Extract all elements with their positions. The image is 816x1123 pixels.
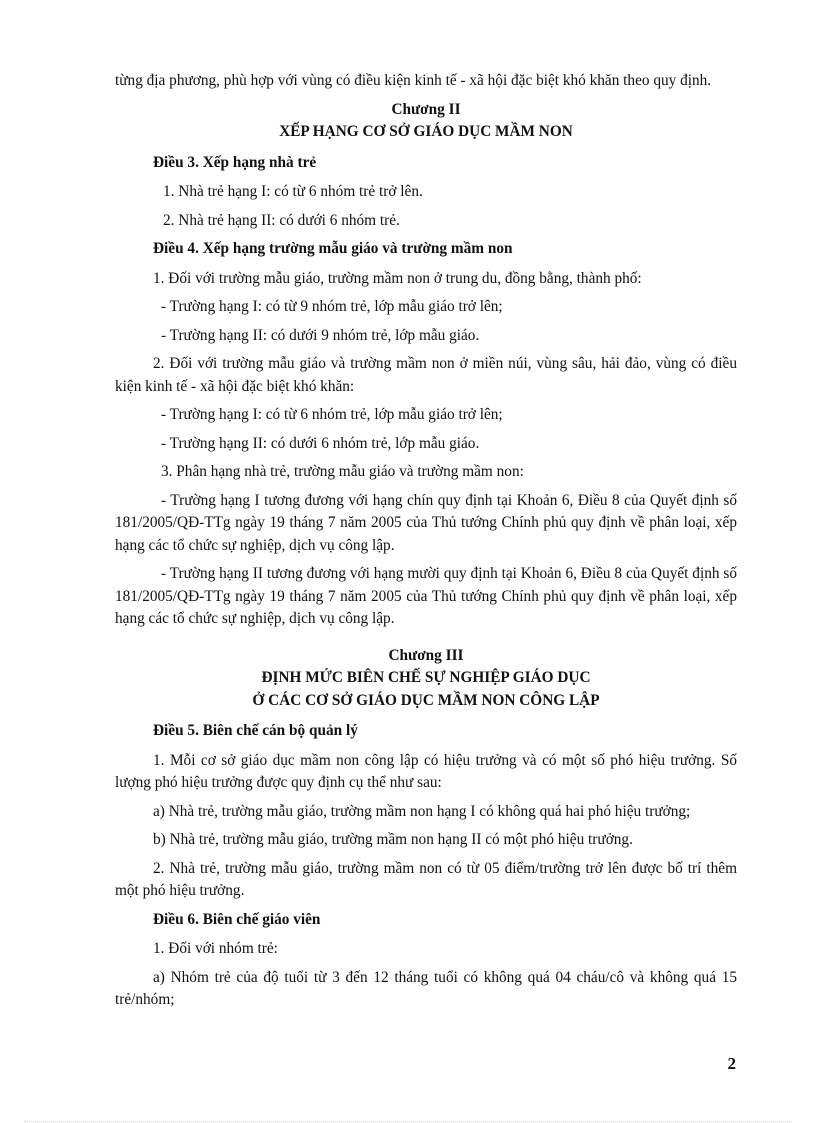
article-3-item-2: 2. Nhà trẻ hạng II: có dưới 6 nhóm trẻ. <box>163 211 400 229</box>
intro-paragraph: từng địa phương, phù hợp với vùng có điều kiện kinh tế - xã hội đặc biệt khó khăn theo quy định. <box>115 72 712 89</box>
article-6-heading: Điều 6. Biên chế giáo viên <box>153 910 321 928</box>
article-3-heading: Điều 3. Xếp hạng nhà trẻ <box>153 153 317 171</box>
chapter-3-title-line-1: ĐỊNH MỨC BIÊN CHẾ SỰ NGHIỆP GIÁO DỤC <box>261 669 591 686</box>
chapter-3-label: Chương III <box>388 646 464 664</box>
article-5-clause-1-b: b) Nhà trẻ, trường mẫu giáo, trường mầm non hạng II có một phó hiệu trưởng. <box>153 831 633 848</box>
article-6-clause-1-a: a) Nhóm trẻ của độ tuổi từ 3 đến 12 tháng tuổi có không quá 04 cháu/cô và không quá 15 trẻ/nhóm; <box>115 968 737 1008</box>
article-5-clause-1: 1. Mỗi cơ sở giáo dục mầm non công lập có hiệu trưởng và có một số phó hiệu trưởng. Số lượng phó hiệu trưởng được quy định cụ thể như sau: <box>115 751 737 791</box>
chapter-2-label: Chương II <box>391 100 461 118</box>
chapter-3-title-line-2: Ở CÁC CƠ SỞ GIÁO DỤC MẦM NON CÔNG LẬP <box>252 691 600 709</box>
article-4-clause-3-b: - Trường hạng II tương đương với hạng mười quy định tại Khoản 6, Điều 8 của Quyết định số 181/2005/QĐ-TTg ngày 19 tháng 7 năm 2005 của Thủ tướng Chính phủ quy định về phân loại, xếp hạng các tổ chức sự nghiệp, dịch vụ công lập. <box>115 565 737 627</box>
article-4-clause-3-a: - Trường hạng I tương đương với hạng chín quy định tại Khoản 6, Điều 8 của Quyết định số 181/2005/QĐ-TTg ngày 19 tháng 7 năm 2005 của Thủ tướng Chính phủ quy định về phân loại, xếp hạng các tổ chức sự nghiệp, dịch vụ công lập. <box>115 491 737 554</box>
article-4-clause-2-a: - Trường hạng I: có từ 6 nhóm trẻ, lớp mẫu giáo trở lên; <box>161 406 503 423</box>
article-6-clause-1: 1. Đối với nhóm trẻ: <box>153 940 278 957</box>
article-5-heading: Điều 5. Biên chế cán bộ quản lý <box>153 722 358 739</box>
article-4-clause-3: 3. Phân hạng nhà trẻ, trường mẫu giáo và trường mầm non: <box>161 463 524 480</box>
article-4-clause-2-b: - Trường hạng II: có dưới 6 nhóm trẻ, lớp mẫu giáo. <box>161 434 480 452</box>
article-5-clause-2: 2. Nhà trẻ, trường mẫu giáo, trường mầm non có từ 05 điểm/trường trở lên được bố trí thêm một phó hiệu trưởng. <box>115 859 737 899</box>
page-bottom-divider <box>24 1121 792 1122</box>
article-3-item-1: 1. Nhà trẻ hạng I: có từ 6 nhóm trẻ trở lên. <box>163 183 423 200</box>
page-number: 2 <box>727 1054 736 1073</box>
document-page <box>115 70 737 1018</box>
article-4-heading: Điều 4. Xếp hạng trường mẫu giáo và trường mầm non <box>153 240 513 257</box>
article-5-clause-1-a: a) Nhà trẻ, trường mẫu giáo, trường mầm non hạng I có không quá hai phó hiệu trưởng; <box>153 802 691 820</box>
article-4-clause-1-b: - Trường hạng II: có dưới 9 nhóm trẻ, lớp mẫu giáo. <box>161 326 480 344</box>
article-4-clause-2: 2. Đối với trường mẫu giáo và trường mầm non ở miền núi, vùng sâu, hải đảo, vùng có điều kiện kinh tế - xã hội đặc biệt khó khăn: <box>115 355 737 395</box>
article-4-clause-1: 1. Đối với trường mẫu giáo, trường mầm non ở trung du, đồng bằng, thành phố: <box>153 269 642 287</box>
chapter-2-title: XẾP HẠNG CƠ SỞ GIÁO DỤC MẦM NON <box>279 123 573 140</box>
article-4-clause-1-a: - Trường hạng I: có từ 9 nhóm trẻ, lớp mẫu giáo trở lên; <box>161 298 503 315</box>
